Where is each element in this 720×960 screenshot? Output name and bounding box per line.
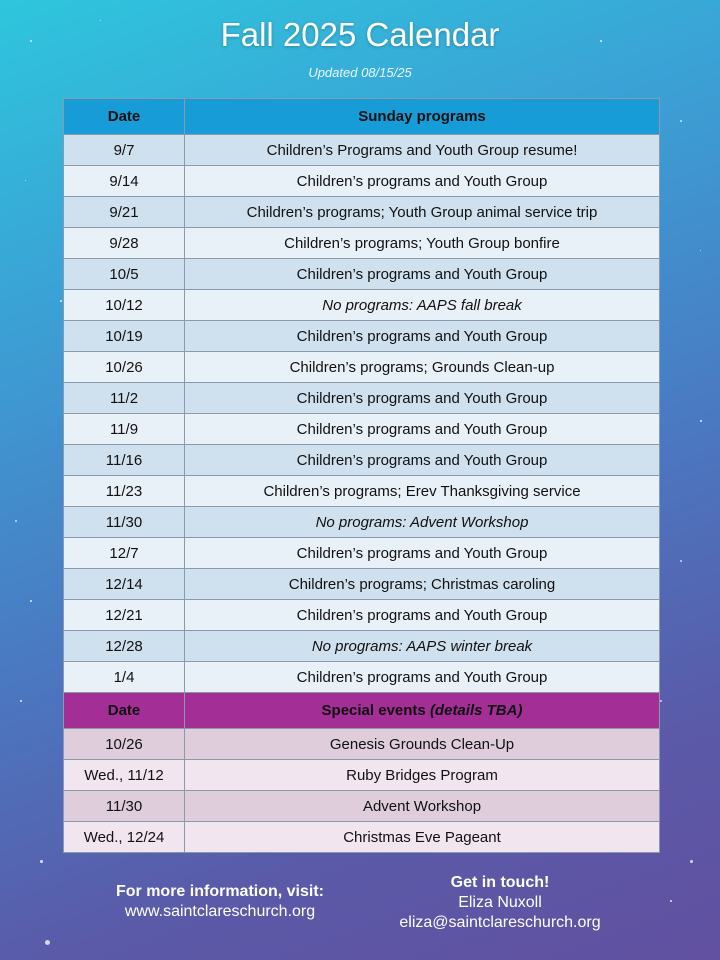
- row-program: Children’s programs and Youth Group: [185, 445, 660, 476]
- table-row: [64, 569, 660, 600]
- info-url-link[interactable]: www.saintclareschurch.org: [124, 903, 316, 920]
- row-date: 11/16: [64, 445, 185, 476]
- table-row: [64, 600, 660, 631]
- table-row: [64, 631, 660, 662]
- special-events-header-label: Special events: [321, 702, 426, 719]
- row-program: Children’s programs and Youth Group: [185, 662, 660, 693]
- table-row: [64, 352, 660, 383]
- table-row: [64, 729, 660, 760]
- row-program: Children’s programs; Christmas caroling: [185, 569, 660, 600]
- special-events-body: [64, 729, 660, 853]
- row-program: Children’s programs and Youth Group: [185, 538, 660, 569]
- table-row: [64, 445, 660, 476]
- table-row: [64, 383, 660, 414]
- row-date: 1/4: [64, 662, 185, 693]
- contact-label: Get in touch!: [450, 874, 550, 891]
- table-row: [64, 822, 660, 853]
- star-decoration: [680, 560, 682, 562]
- sunday-header-row: [64, 99, 660, 135]
- row-date: 12/14: [64, 569, 185, 600]
- table-row: [64, 135, 660, 166]
- row-date: 12/28: [64, 631, 185, 662]
- star-decoration: [20, 700, 22, 702]
- row-date: 10/26: [64, 352, 185, 383]
- star-decoration: [40, 860, 43, 863]
- star-decoration: [700, 420, 702, 422]
- star-decoration: [680, 120, 682, 122]
- star-decoration: [15, 520, 17, 522]
- row-date: 12/21: [64, 600, 185, 631]
- row-program: Children’s programs and Youth Group: [185, 414, 660, 445]
- row-program: Children’s programs; Youth Group animal service trip: [185, 197, 660, 228]
- row-program: Children’s programs; Erev Thanksgiving service: [185, 476, 660, 507]
- row-date: 9/28: [64, 228, 185, 259]
- row-program: No programs: Advent Workshop: [185, 507, 660, 538]
- table-row: [64, 538, 660, 569]
- row-date: 10/19: [64, 321, 185, 352]
- row-program: Children’s programs; Grounds Clean-up: [185, 352, 660, 383]
- star-decoration: [670, 900, 672, 902]
- table-row: [64, 760, 660, 791]
- row-program: Children’s programs and Youth Group: [185, 166, 660, 197]
- row-date: 11/2: [64, 383, 185, 414]
- special-events-header: [185, 693, 660, 729]
- special-header-row: [64, 693, 660, 729]
- row-program: Children’s programs and Youth Group: [185, 600, 660, 631]
- row-program: Children’s programs and Youth Group: [185, 383, 660, 414]
- table-row: [64, 476, 660, 507]
- event-name: Advent Workshop: [185, 791, 660, 822]
- row-date: 11/23: [64, 476, 185, 507]
- row-program: Children’s programs; Youth Group bonfire: [185, 228, 660, 259]
- event-date: 10/26: [64, 729, 185, 760]
- star-decoration: [25, 180, 26, 181]
- special-date-header: Date: [64, 693, 185, 729]
- sunday-programs-header: Sunday programs: [185, 99, 660, 135]
- row-program: No programs: AAPS winter break: [185, 631, 660, 662]
- row-date: 12/7: [64, 538, 185, 569]
- footer-contact: [370, 873, 630, 933]
- table-row: [64, 197, 660, 228]
- table-row: [64, 321, 660, 352]
- table-row: [64, 290, 660, 321]
- event-date: Wed., 12/24: [64, 822, 185, 853]
- calendar-table: [63, 98, 660, 853]
- updated-date: Updated 08/15/25: [308, 65, 412, 80]
- page-title: Fall 2025 Calendar: [220, 16, 500, 53]
- row-date: 10/5: [64, 259, 185, 290]
- sunday-date-header: Date: [64, 99, 185, 135]
- star-decoration: [60, 300, 62, 302]
- sunday-programs-body: [64, 135, 660, 693]
- event-name: Genesis Grounds Clean-Up: [185, 729, 660, 760]
- table-row: [64, 259, 660, 290]
- event-name: Christmas Eve Pageant: [185, 822, 660, 853]
- event-date: 11/30: [64, 791, 185, 822]
- row-date: 9/14: [64, 166, 185, 197]
- table-row: [64, 507, 660, 538]
- footer-info: [90, 882, 350, 922]
- event-date: Wed., 11/12: [64, 760, 185, 791]
- row-date: 9/21: [64, 197, 185, 228]
- row-date: 11/30: [64, 507, 185, 538]
- star-decoration: [45, 940, 50, 945]
- contact-name: Eliza Nuxoll: [458, 894, 542, 911]
- row-date: 9/7: [64, 135, 185, 166]
- table-row: [64, 662, 660, 693]
- table-row: [64, 791, 660, 822]
- row-program: Children’s programs and Youth Group: [185, 259, 660, 290]
- table-row: [64, 166, 660, 197]
- row-date: 10/12: [64, 290, 185, 321]
- star-decoration: [690, 860, 693, 863]
- row-date: 11/9: [64, 414, 185, 445]
- star-decoration: [700, 250, 701, 251]
- star-decoration: [30, 600, 32, 602]
- contact-email-link[interactable]: eliza@saintclareschurch.org: [399, 914, 601, 931]
- special-events-header-note: (details TBA): [429, 702, 523, 719]
- table-row: [64, 414, 660, 445]
- row-program: Children’s Programs and Youth Group resume!: [185, 135, 660, 166]
- event-name: Ruby Bridges Program: [185, 760, 660, 791]
- info-label: For more information, visit:: [115, 883, 324, 900]
- row-program: No programs: AAPS fall break: [185, 290, 660, 321]
- table-row: [64, 228, 660, 259]
- star-decoration: [660, 700, 662, 702]
- row-program: Children’s programs and Youth Group: [185, 321, 660, 352]
